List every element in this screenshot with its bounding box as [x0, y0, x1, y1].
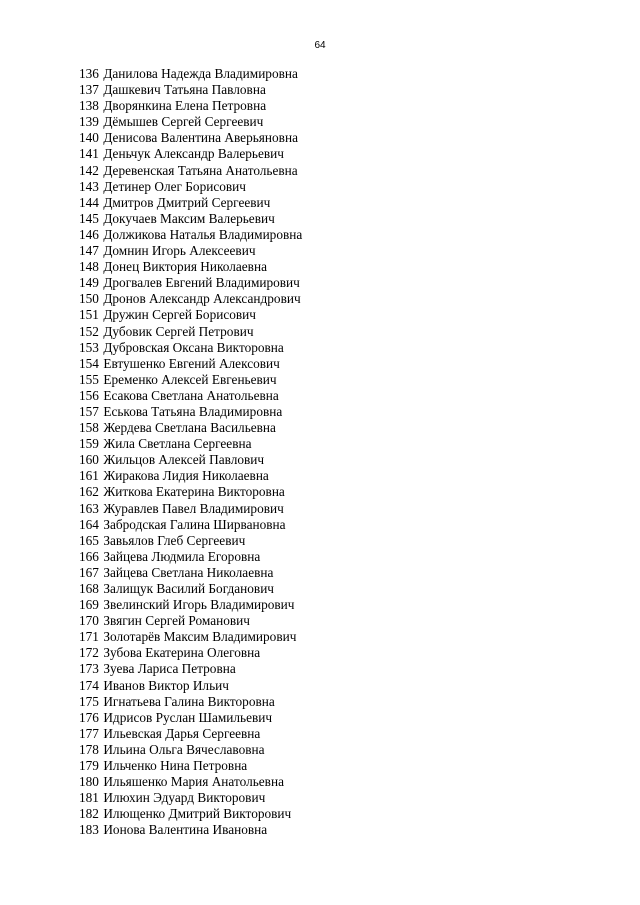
list-item	[79, 146, 302, 162]
list-item	[79, 613, 302, 629]
entry-number: 167	[79, 564, 99, 580]
entry-name: Ильина Ольга Вячеславовна	[103, 741, 265, 757]
entry-name: Иванов Виктор Ильич	[103, 677, 229, 693]
list-item	[79, 404, 302, 420]
entry-name: Дубовик Сергей Петрович	[103, 323, 254, 339]
entry-name: Жильцов Алексей Павлович	[103, 452, 265, 468]
list-item	[79, 340, 302, 356]
list-item	[79, 372, 302, 388]
entry-name: Детинер Олег Борисович	[103, 178, 246, 194]
entry-number: 181	[79, 790, 99, 806]
list-item	[79, 291, 302, 307]
entry-name: Зубова Екатерина Олеговна	[103, 645, 261, 661]
entry-name: Евтушенко Евгений Алексович	[103, 355, 280, 371]
entry-number: 157	[79, 403, 99, 419]
entry-name: Жила Светлана Сергеевна	[103, 436, 252, 452]
entry-name: Зайцева Людмила Егоровна	[103, 548, 261, 564]
entry-name: Домнин Игорь Алексеевич	[103, 243, 256, 259]
entry-number: 155	[79, 371, 99, 387]
entry-name: Завьялов Глеб Сергеевич	[103, 532, 246, 548]
entry-name: Золотарёв Максим Владимирович	[103, 629, 297, 645]
entry-number: 149	[79, 275, 99, 291]
list-item	[79, 806, 302, 822]
entry-name: Журавлев Павел Владимирович	[103, 500, 284, 516]
list-item	[79, 259, 302, 275]
entry-number: 178	[79, 741, 99, 757]
list-item	[79, 114, 302, 130]
entry-number: 137	[79, 82, 99, 98]
entry-name: Дёмышев Сергей Сергеевич	[103, 114, 264, 130]
entry-name: Денисова Валентина Аверьяновна	[103, 130, 298, 146]
list-item	[79, 66, 302, 82]
entry-name: Деньчук Александр Валерьевич	[103, 146, 284, 162]
entry-name: Игнатьева Галина Викторовна	[103, 693, 275, 709]
entry-name: Жиракова Лидия Николаевна	[103, 468, 269, 484]
entry-number: 168	[79, 581, 99, 596]
entry-number: 141	[79, 146, 99, 162]
list-item	[79, 227, 302, 243]
list-item	[79, 533, 302, 549]
list-item	[79, 661, 302, 677]
entry-number: 173	[79, 661, 99, 677]
entry-name: Дронов Александр Александрович	[103, 291, 301, 307]
entry-name: Житкова Екатерина Викторовна	[103, 484, 285, 500]
entry-name: Данилова Надежда Владимировна	[103, 66, 298, 81]
entry-number: 158	[79, 420, 99, 436]
entry-name: Докучаев Максим Валерьевич	[103, 210, 275, 226]
entry-number: 145	[79, 210, 99, 226]
entry-number: 182	[79, 806, 99, 822]
entry-name: Илюхин Эдуард Викторович	[103, 790, 266, 806]
entry-name: Зуева Лариса Петровна	[103, 661, 236, 677]
entry-number: 162	[79, 484, 99, 500]
entry-name: Дубровская Оксана Викторовна	[103, 339, 284, 355]
list-item	[79, 645, 302, 661]
name-list	[79, 66, 302, 839]
entry-number: 146	[79, 226, 99, 242]
list-item	[79, 742, 302, 758]
entry-number: 174	[79, 677, 99, 693]
list-item	[79, 726, 302, 742]
entry-number: 164	[79, 516, 99, 532]
entry-name: Дрогвалев Евгений Владимирович	[103, 275, 300, 291]
list-item	[79, 774, 302, 790]
entry-number: 175	[79, 693, 99, 709]
entry-number: 148	[79, 259, 99, 275]
list-item	[79, 517, 302, 533]
entry-name: Ильяшенко Мария Анатольевна	[103, 774, 284, 790]
list-item	[79, 195, 302, 211]
entry-name: Звелинский Игорь Владимирович	[103, 597, 295, 613]
entry-name: Забродская Галина Ширвановна	[103, 516, 286, 532]
list-item	[79, 243, 302, 259]
list-item	[79, 275, 302, 291]
entry-name: Ильченко Нина Петровна	[103, 758, 248, 774]
entry-name: Еременко Алексей Евгеньевич	[103, 371, 277, 387]
entry-name: Илющенко Дмитрий Викторович	[103, 806, 292, 822]
entry-number: 152	[79, 323, 99, 339]
entry-name: Дмитров Дмитрий Сергеевич	[103, 194, 271, 210]
entry-name: Дашкевич Татьяна Павловна	[103, 82, 266, 98]
list-item	[79, 822, 302, 838]
list-item	[79, 468, 302, 484]
entry-name: Ионова Валентина Ивановна	[103, 822, 268, 838]
entry-number: 171	[79, 629, 99, 645]
list-item	[79, 710, 302, 726]
list-item	[79, 163, 302, 179]
entry-number: 177	[79, 725, 99, 741]
entry-name: Есакова Светлана Анатольевна	[103, 387, 279, 403]
entry-number: 161	[79, 468, 99, 484]
entry-number: 159	[79, 436, 99, 452]
list-item	[79, 388, 302, 404]
entry-number: 165	[79, 532, 99, 548]
list-item	[79, 501, 302, 517]
entry-number: 183	[79, 822, 99, 838]
entry-number: 170	[79, 613, 99, 629]
list-item	[79, 130, 302, 146]
entry-number: 151	[79, 307, 99, 323]
entry-name: Дворянкина Елена Петровна	[103, 98, 267, 114]
list-item	[79, 678, 302, 694]
entry-name: Идрисов Руслан Шамильевич	[103, 709, 273, 725]
entry-number: 166	[79, 548, 99, 564]
entry-name: Ильевская Дарья Сергеевна	[103, 725, 261, 741]
list-item	[79, 420, 302, 436]
list-item	[79, 694, 302, 710]
entry-number: 154	[79, 355, 99, 371]
list-item	[79, 98, 302, 114]
entry-name: Деревенская Татьяна Анатольевна	[103, 162, 298, 178]
list-item	[79, 565, 302, 581]
list-item	[79, 581, 302, 597]
entry-number: 139	[79, 114, 99, 130]
entry-number: 169	[79, 597, 99, 613]
entry-number: 163	[79, 500, 99, 516]
entry-number: 180	[79, 774, 99, 790]
list-item	[79, 82, 302, 98]
entry-number: 179	[79, 758, 99, 774]
list-item	[79, 356, 302, 372]
list-item	[79, 549, 302, 565]
list-item	[79, 597, 302, 613]
entry-name: Зайцева Светлана Николаевна	[103, 564, 274, 580]
list-item	[79, 179, 302, 195]
entry-number: 140	[79, 130, 99, 146]
entry-name: Донец Виктория Николаевна	[103, 259, 267, 275]
page-number: 64	[314, 40, 326, 51]
entry-name: Еськова Татьяна Владимировна	[103, 403, 283, 419]
entry-number: 160	[79, 452, 99, 468]
entry-number: 143	[79, 178, 99, 194]
list-item	[79, 452, 302, 468]
entry-number: 176	[79, 709, 99, 725]
list-item	[79, 307, 302, 323]
entry-name: Залищук Василий Богданович	[103, 581, 274, 596]
list-item	[79, 211, 302, 227]
list-item	[79, 484, 302, 500]
entry-number: 156	[79, 387, 99, 403]
list-item	[79, 790, 302, 806]
list-item	[79, 758, 302, 774]
list-item	[79, 324, 302, 340]
entry-number: 138	[79, 98, 99, 114]
entry-number: 136	[79, 66, 99, 81]
entry-number: 150	[79, 291, 99, 307]
entry-number: 144	[79, 194, 99, 210]
entry-name: Дружин Сергей Борисович	[103, 307, 256, 323]
entry-number: 153	[79, 339, 99, 355]
entry-number: 147	[79, 243, 99, 259]
entry-name: Звягин Сергей Романович	[103, 613, 250, 629]
entry-number: 172	[79, 645, 99, 661]
entry-number: 142	[79, 162, 99, 178]
entry-name: Должикова Наталья Владимировна	[103, 226, 303, 242]
list-item	[79, 436, 302, 452]
list-item	[79, 629, 302, 645]
entry-name: Жердева Светлана Васильевна	[103, 420, 276, 436]
